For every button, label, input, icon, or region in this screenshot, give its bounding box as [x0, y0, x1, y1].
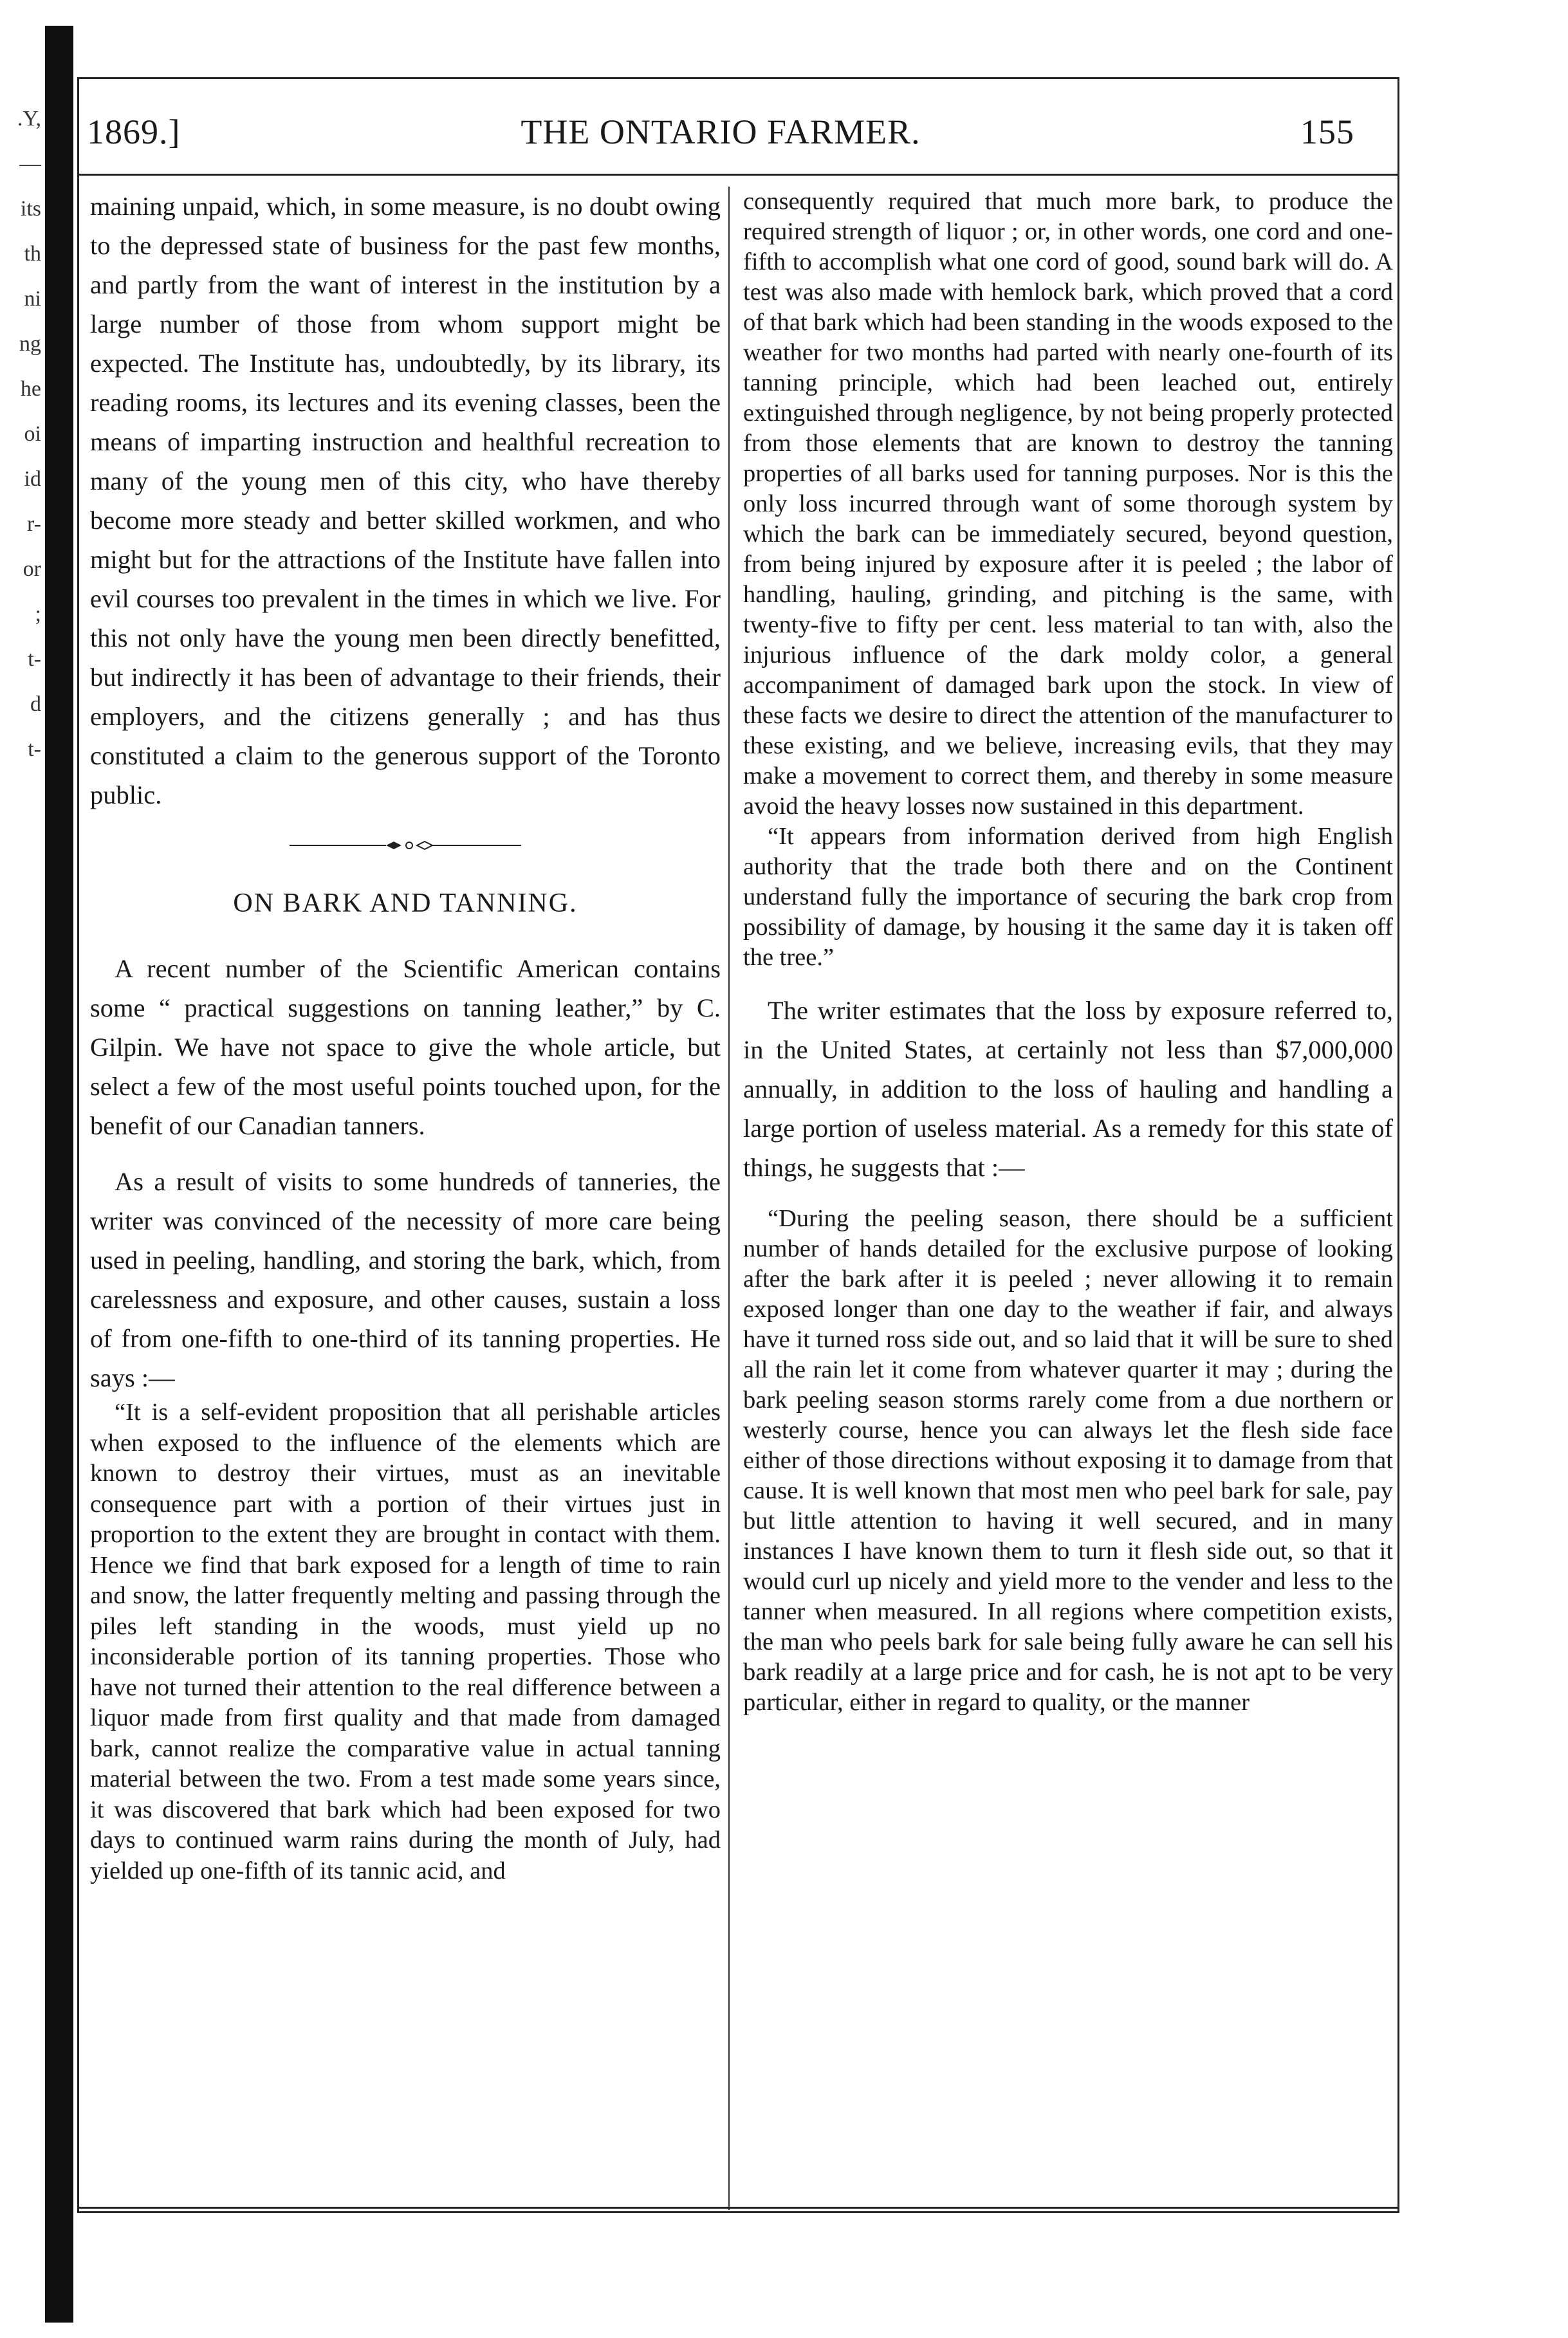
column-divider: [728, 187, 730, 2210]
margin-fragment: r-: [27, 512, 41, 536]
page-number: 155: [1300, 113, 1354, 151]
margin-fragment: t-: [28, 737, 41, 761]
quoted-paragraph: “During the peeling season, there should be a sufficient number of hands detailed for the exclusive purpose of looking after the bark after it is peeled ; never allowing it to remain exposed longer than one day to the weather if fair, and always have it turned ross side out, and so laid that it will be sure to shed all the rain let it come from whatever quarter it may ; during the bark peeling season storms rarely come from a due northern or westerly course, hence you can always let the flesh side face either of those directions without exposing it to damage from that cause. It is well known that most men who peel bark for sale, pay but little attention to having it well secured, and in many instances I have known them to turn it flesh side out, so that it would curl up nicely and yield more to the vender and less to the tanner when measured. In all regions where competition exists, the man who peels bark for sale being fully aware he can sell his bark readily at a large price and for cash, he is not apt to be very particular, either in regard to quality, or the manner: [743, 1205, 1393, 1716]
margin-fragment: its: [20, 197, 41, 221]
quoted-paragraph: “It is a self-evident proposition that all perishable articles when exposed to the influence of the elements which are known to destroy their virtues, must as an inevitable consequence part with a portion of their virtues just in proportion to the extent they are brought in contact with them. Hence we find that bark exposed for a length of time to rain and snow, the latter frequently melting and passing through the piles left standing in the woods, must yield up no inconsiderable portion of its tanning properties. Those who have not turned their attention to the real difference between a liquor made from first quality and that made from damaged bark, cannot realize the comparative value in actual tanning material between the two. From a test made some years since, it was discovered that bark which had been exposed for two days to continued warm rains during the month of July, had yielded up one-fifth of its tannic acid, and: [90, 1399, 721, 1884]
quoted-paragraph-continued: consequently required that much more bark, to produce the required strength of liquor ; or, in other words, one cord and one-fifth to accomplish what one cord of good, sound bark will do. A test was also made with hemlock bark, which proved that a cord of that bark which had been standing in the woods exposed to the weather for two months had parted with nearly one-fourth of its tanning principle, which had been leached out, entirely extinguished through negligence, by not being properly protected from those elements that are known to destroy the tanning properties of all barks used for tanning purposes. Nor is this the only loss incurred through want of some thorough system by which the bark can be immediately secured, beyond question, from being injured by exposure after it is peeled ; the labor of handling, hauling, grinding, and pitching is the same, with twenty-five to fifty per cent. less material to tan with, also the injurious influence of the dark moldy color, a general accompaniment of damaged bark upon the stock. In view of these facts we desire to direct the attention of the manufacturer to these existing, and we believe, increasing evils, that they may make a movement to correct them, and thereby in some measure avoid the heavy losses now sustained in this department.: [743, 188, 1393, 820]
margin-fragment: ;: [35, 602, 41, 626]
margin-fragment: or: [23, 557, 41, 581]
quoted-paragraph: “It appears from information derived from high English authority that the trade both there and on the Continent understand fully the importance of securing the bark crop from possibility of damage, by housing it the same day it is taken off the tree.”: [743, 823, 1393, 971]
margin-fragment: ng: [19, 332, 41, 356]
margin-fragment: t-: [28, 647, 41, 671]
margin-fragment: ni: [24, 287, 41, 311]
margin-fragment: id: [24, 467, 41, 491]
ornament-divider: [290, 840, 521, 851]
right-column: [743, 187, 1393, 1718]
left-column: [90, 187, 721, 1886]
margin-fragment: th: [24, 242, 41, 266]
article-paragraph: As a result of visits to some hundreds of tanneries, the writer was convinced of the necessity of more care being used in peeling, handling, and storing the bark, which, from carelessness and exposure, and other causes, sustain a loss of from one-fifth to one-third of its tanning properties. He says :—: [90, 1167, 721, 1392]
header-year: 1869.]: [87, 113, 181, 151]
header-rule: [77, 174, 1399, 176]
institute-paragraph: maining unpaid, which, in some measure, is no doubt owing to the depressed state of business for the past few months, and partly from the want of interest in the institution by a large number of those from whom support might be expected. The Institute has, undoubtedly, by its library, its reading rooms, its lectures and its evening classes, been the means of imparting instruction and healthful recreation to many of the young men of this city, who have thereby become more steady and better skilled workmen, and who might but for the attractions of the Institute have fallen into evil courses too prevalent in the times in which we live. For this not only have the young men been directly benefitted, but indirectly it has been of advantage to their friends, their employers, and the citizens generally ; and has thus constituted a claim to the generous support of the Toronto public.: [90, 192, 721, 809]
margin-fragment: d: [30, 692, 41, 716]
bottom-rule: [77, 2207, 1399, 2209]
article-heading: ON BARK AND TANNING.: [233, 888, 578, 918]
header-title: THE ONTARIO FARMER.: [521, 113, 921, 151]
article-paragraph: The writer estimates that the loss by exposure referred to, in the United States, at certainly not less than $7,000,000 annually, in addition to the loss of hauling and handling a large portion of useless material. As a remedy for this state of things, he suggests that :—: [743, 996, 1393, 1182]
margin-fragment: —: [19, 152, 41, 176]
page-binding-edge: [45, 26, 73, 2323]
margin-fragment: he: [20, 377, 41, 401]
facing-page-margin: [0, 97, 41, 772]
article-paragraph: A recent number of the Scientific American contains some “ practical suggestions on tanning leather,” by C. Gilpin. We have not space to give the whole article, but select a few of the most useful points touched upon, for the benefit of our Canadian tanners.: [90, 954, 721, 1140]
margin-fragment: oi: [24, 422, 41, 446]
margin-fragment: .Y,: [17, 107, 41, 131]
running-header: [87, 103, 1354, 161]
